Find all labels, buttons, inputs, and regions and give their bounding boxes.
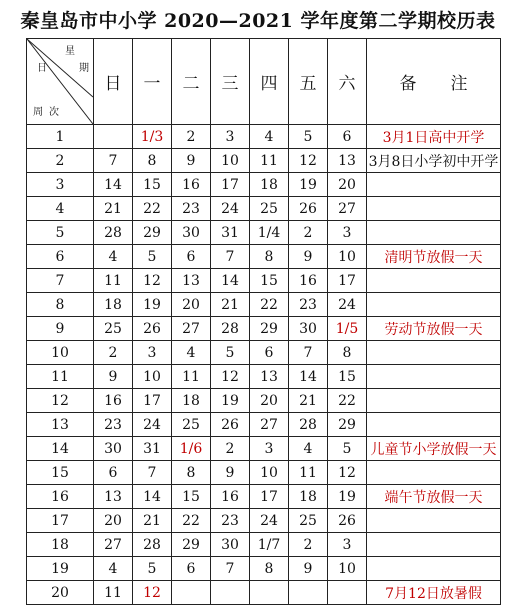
date-cell: 7 xyxy=(211,557,250,581)
remark-cell xyxy=(367,509,501,533)
date-cell: 21 xyxy=(94,197,133,221)
date-cell: 26 xyxy=(211,413,250,437)
week-number: 8 xyxy=(27,293,94,317)
date-cell: 27 xyxy=(94,533,133,557)
date-cell: 9 xyxy=(211,461,250,485)
date-cell: 2 xyxy=(289,221,328,245)
remark-cell: 3月8日小学初中开学 xyxy=(367,149,501,173)
date-cell: 29 xyxy=(328,413,367,437)
date-cell: 24 xyxy=(211,197,250,221)
table-row xyxy=(27,341,501,365)
week-number: 15 xyxy=(27,461,94,485)
calendar-body xyxy=(27,125,501,605)
date-cell: 20 xyxy=(328,173,367,197)
date-cell: 19 xyxy=(211,389,250,413)
date-cell: 18 xyxy=(250,173,289,197)
date-cell: 4 xyxy=(94,557,133,581)
date-cell: 18 xyxy=(289,485,328,509)
date-cell: 29 xyxy=(133,221,172,245)
date-cell xyxy=(289,581,328,605)
date-cell: 27 xyxy=(250,413,289,437)
school-calendar-table xyxy=(26,38,501,605)
date-cell: 15 xyxy=(133,173,172,197)
table-row xyxy=(27,197,501,221)
date-cell: 2 xyxy=(94,341,133,365)
remark-cell: 清明节放假一天 xyxy=(367,245,501,269)
date-cell: 4 xyxy=(250,125,289,149)
date-cell: 11 xyxy=(172,365,211,389)
date-cell: 3 xyxy=(250,437,289,461)
date-cell: 6 xyxy=(172,557,211,581)
remark-cell: 3月1日高中开学 xyxy=(367,125,501,149)
date-cell: 25 xyxy=(94,317,133,341)
date-cell: 13 xyxy=(172,269,211,293)
date-cell: 19 xyxy=(328,485,367,509)
corner-label-zhou: 周 xyxy=(33,107,43,118)
date-cell: 9 xyxy=(289,557,328,581)
date-cell: 27 xyxy=(328,197,367,221)
remark-cell xyxy=(367,413,501,437)
date-cell: 4 xyxy=(94,245,133,269)
remark-cell xyxy=(367,173,501,197)
date-cell: 8 xyxy=(172,461,211,485)
weekday-thu: 四 xyxy=(250,39,289,125)
date-cell: 29 xyxy=(250,317,289,341)
weekday-sat: 六 xyxy=(328,39,367,125)
week-number: 7 xyxy=(27,269,94,293)
date-cell: 12 xyxy=(133,581,172,605)
date-cell: 1/5 xyxy=(328,317,367,341)
date-cell: 1/4 xyxy=(250,221,289,245)
date-cell: 1/7 xyxy=(250,533,289,557)
weekday-fri: 五 xyxy=(289,39,328,125)
week-number: 10 xyxy=(27,341,94,365)
week-number: 12 xyxy=(27,389,94,413)
table-row xyxy=(27,149,501,173)
date-cell: 5 xyxy=(133,557,172,581)
date-cell: 1/3 xyxy=(133,125,172,149)
table-row xyxy=(27,557,501,581)
date-cell: 19 xyxy=(133,293,172,317)
date-cell: 12 xyxy=(133,269,172,293)
week-number: 5 xyxy=(27,221,94,245)
date-cell: 13 xyxy=(250,365,289,389)
date-cell: 23 xyxy=(172,197,211,221)
date-cell: 30 xyxy=(289,317,328,341)
date-cell: 13 xyxy=(94,485,133,509)
date-cell: 28 xyxy=(289,413,328,437)
table-row xyxy=(27,317,501,341)
remark-cell: 儿童节小学放假一天 xyxy=(367,437,501,461)
table-row xyxy=(27,389,501,413)
date-cell: 26 xyxy=(289,197,328,221)
date-cell: 24 xyxy=(328,293,367,317)
date-cell: 25 xyxy=(172,413,211,437)
remark-cell: 端午节放假一天 xyxy=(367,485,501,509)
date-cell: 30 xyxy=(211,533,250,557)
date-cell: 19 xyxy=(289,173,328,197)
week-number: 19 xyxy=(27,557,94,581)
date-cell: 5 xyxy=(133,245,172,269)
week-number: 2 xyxy=(27,149,94,173)
table-row xyxy=(27,533,501,557)
date-cell: 11 xyxy=(289,461,328,485)
date-cell: 15 xyxy=(250,269,289,293)
date-cell: 17 xyxy=(211,173,250,197)
date-cell: 5 xyxy=(289,125,328,149)
week-number: 16 xyxy=(27,485,94,509)
week-number: 3 xyxy=(27,173,94,197)
date-cell: 15 xyxy=(328,365,367,389)
date-cell: 8 xyxy=(133,149,172,173)
date-cell: 15 xyxy=(172,485,211,509)
date-cell: 10 xyxy=(328,245,367,269)
date-cell: 8 xyxy=(250,557,289,581)
date-cell: 26 xyxy=(328,509,367,533)
date-cell: 21 xyxy=(211,293,250,317)
date-cell xyxy=(328,581,367,605)
week-number: 11 xyxy=(27,365,94,389)
date-cell: 5 xyxy=(328,437,367,461)
date-cell: 16 xyxy=(94,389,133,413)
table-row xyxy=(27,125,501,149)
remark-cell xyxy=(367,389,501,413)
date-cell: 14 xyxy=(94,173,133,197)
date-cell: 11 xyxy=(94,581,133,605)
date-cell: 12 xyxy=(289,149,328,173)
date-cell: 2 xyxy=(172,125,211,149)
date-cell: 27 xyxy=(172,317,211,341)
date-cell: 10 xyxy=(133,365,172,389)
date-cell: 16 xyxy=(172,173,211,197)
date-cell: 7 xyxy=(94,149,133,173)
table-row xyxy=(27,461,501,485)
date-cell: 25 xyxy=(289,509,328,533)
table-row xyxy=(27,485,501,509)
corner-label-ri: 日 xyxy=(37,63,47,74)
date-cell: 21 xyxy=(289,389,328,413)
date-cell: 6 xyxy=(250,341,289,365)
week-number: 4 xyxy=(27,197,94,221)
week-number: 13 xyxy=(27,413,94,437)
date-cell: 3 xyxy=(211,125,250,149)
date-cell: 17 xyxy=(133,389,172,413)
date-cell: 22 xyxy=(172,509,211,533)
date-cell: 6 xyxy=(328,125,367,149)
date-cell: 28 xyxy=(94,221,133,245)
date-cell: 4 xyxy=(172,341,211,365)
date-cell: 16 xyxy=(211,485,250,509)
date-cell: 25 xyxy=(250,197,289,221)
date-cell xyxy=(172,581,211,605)
date-cell: 14 xyxy=(211,269,250,293)
date-cell: 21 xyxy=(133,509,172,533)
date-cell: 3 xyxy=(328,533,367,557)
remark-cell: 劳动节放假一天 xyxy=(367,317,501,341)
date-cell: 24 xyxy=(133,413,172,437)
weekday-sun: 日 xyxy=(94,39,133,125)
date-cell: 30 xyxy=(94,437,133,461)
date-cell: 26 xyxy=(133,317,172,341)
date-cell: 24 xyxy=(250,509,289,533)
remark-cell xyxy=(367,293,501,317)
date-cell: 8 xyxy=(328,341,367,365)
table-row xyxy=(27,413,501,437)
date-cell: 14 xyxy=(289,365,328,389)
week-number: 6 xyxy=(27,245,94,269)
table-row xyxy=(27,293,501,317)
remark-cell xyxy=(367,197,501,221)
date-cell: 9 xyxy=(94,365,133,389)
date-cell: 10 xyxy=(250,461,289,485)
date-cell: 12 xyxy=(211,365,250,389)
date-cell: 4 xyxy=(289,437,328,461)
remark-cell xyxy=(367,557,501,581)
date-cell: 7 xyxy=(289,341,328,365)
date-cell: 17 xyxy=(328,269,367,293)
date-cell: 2 xyxy=(211,437,250,461)
date-cell: 2 xyxy=(289,533,328,557)
remark-cell xyxy=(367,269,501,293)
table-row xyxy=(27,509,501,533)
date-cell: 30 xyxy=(172,221,211,245)
week-number: 14 xyxy=(27,437,94,461)
week-number: 18 xyxy=(27,533,94,557)
date-cell: 22 xyxy=(133,197,172,221)
week-number: 17 xyxy=(27,509,94,533)
date-cell: 12 xyxy=(328,461,367,485)
date-cell xyxy=(94,125,133,149)
date-cell: 22 xyxy=(250,293,289,317)
corner-label-ci: 次 xyxy=(49,107,59,118)
week-number: 9 xyxy=(27,317,94,341)
weekday-wed: 三 xyxy=(211,39,250,125)
weekday-mon: 一 xyxy=(133,39,172,125)
remarks-header: 备 注 xyxy=(367,39,501,125)
date-cell: 11 xyxy=(94,269,133,293)
remark-cell: 7月12日放暑假 xyxy=(367,581,501,605)
table-row xyxy=(27,437,501,461)
date-cell: 7 xyxy=(211,245,250,269)
date-cell: 23 xyxy=(289,293,328,317)
table-row xyxy=(27,365,501,389)
date-cell: 3 xyxy=(133,341,172,365)
remark-cell xyxy=(367,461,501,485)
date-cell: 16 xyxy=(289,269,328,293)
date-cell: 13 xyxy=(328,149,367,173)
date-cell: 8 xyxy=(250,245,289,269)
date-cell: 11 xyxy=(250,149,289,173)
remark-cell xyxy=(367,341,501,365)
date-cell: 7 xyxy=(133,461,172,485)
date-cell: 23 xyxy=(94,413,133,437)
date-cell: 22 xyxy=(328,389,367,413)
remark-cell xyxy=(367,221,501,245)
date-cell: 3 xyxy=(328,221,367,245)
date-cell xyxy=(211,581,250,605)
corner-label-xing: 星 xyxy=(65,46,75,57)
date-cell: 18 xyxy=(94,293,133,317)
remark-cell xyxy=(367,533,501,557)
week-number: 1 xyxy=(27,125,94,149)
date-cell: 14 xyxy=(133,485,172,509)
header-row xyxy=(27,39,501,125)
date-cell: 9 xyxy=(289,245,328,269)
date-cell: 1/6 xyxy=(172,437,211,461)
date-cell: 28 xyxy=(133,533,172,557)
week-number: 20 xyxy=(27,581,94,605)
date-cell: 10 xyxy=(328,557,367,581)
date-cell: 28 xyxy=(211,317,250,341)
date-cell: 17 xyxy=(250,485,289,509)
corner-cell xyxy=(27,39,94,125)
table-row xyxy=(27,245,501,269)
table-row xyxy=(27,221,501,245)
date-cell: 5 xyxy=(211,341,250,365)
page-title: 秦皇岛市中小学 2020—2021 学年度第二学期校历表 xyxy=(20,10,496,32)
date-cell xyxy=(250,581,289,605)
date-cell: 18 xyxy=(172,389,211,413)
table-row xyxy=(27,581,501,605)
date-cell: 9 xyxy=(172,149,211,173)
remark-cell xyxy=(367,365,501,389)
date-cell: 31 xyxy=(211,221,250,245)
corner-label-qi: 期 xyxy=(79,63,89,74)
date-cell: 29 xyxy=(172,533,211,557)
date-cell: 20 xyxy=(94,509,133,533)
weekday-tue: 二 xyxy=(172,39,211,125)
date-cell: 20 xyxy=(172,293,211,317)
table-row xyxy=(27,173,501,197)
date-cell: 10 xyxy=(211,149,250,173)
date-cell: 6 xyxy=(172,245,211,269)
table-row xyxy=(27,269,501,293)
date-cell: 6 xyxy=(94,461,133,485)
date-cell: 20 xyxy=(250,389,289,413)
date-cell: 31 xyxy=(133,437,172,461)
date-cell: 23 xyxy=(211,509,250,533)
